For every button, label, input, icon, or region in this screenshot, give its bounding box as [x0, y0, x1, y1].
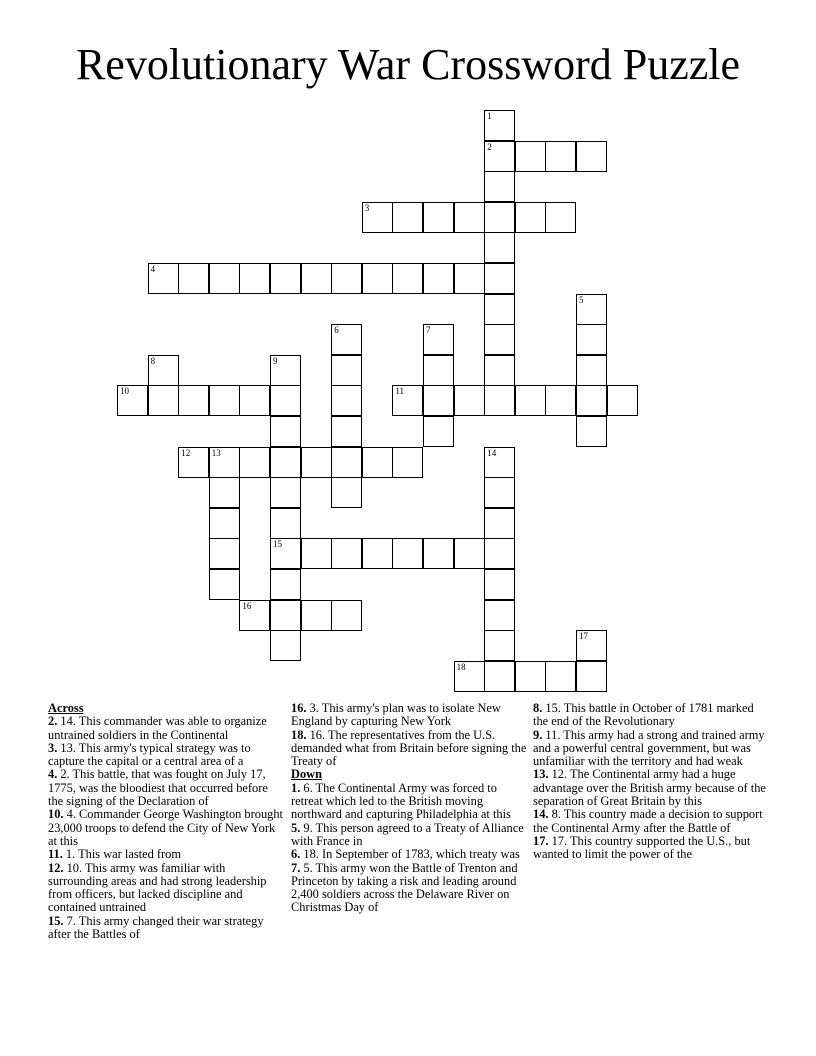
- grid-cell[interactable]: [484, 508, 515, 539]
- clue-text: 8. This country made a decision to support the Continental Army after the Battle of: [533, 807, 763, 835]
- grid-cell[interactable]: [484, 202, 515, 233]
- cell-number: 17: [579, 631, 588, 642]
- clues-column-1: [48, 702, 284, 941]
- grid-cell[interactable]: [576, 355, 607, 386]
- grid-cell[interactable]: [423, 385, 454, 416]
- cell-number: 13: [211, 447, 221, 458]
- grid-cell[interactable]: [484, 263, 515, 294]
- grid-cell[interactable]: [270, 538, 301, 569]
- grid-cell[interactable]: [515, 141, 546, 172]
- grid-cell[interactable]: [515, 385, 546, 416]
- cell-number: 4: [150, 264, 156, 274]
- clue-text: 1. This war lasted from: [62, 847, 181, 862]
- grid-cell[interactable]: [576, 385, 607, 416]
- clue-number: 13.: [533, 767, 549, 782]
- clue-text: 12. The Continental army had a huge advantage over the British army because of the separation of Great Britain by this: [533, 767, 766, 809]
- clue: [533, 729, 769, 769]
- grid-cell[interactable]: [576, 416, 607, 447]
- grid-cell[interactable]: [209, 477, 240, 508]
- grid-cell[interactable]: [423, 355, 454, 386]
- grid-cell[interactable]: [484, 661, 515, 692]
- grid-cell[interactable]: [576, 324, 607, 355]
- grid-cell[interactable]: [484, 385, 515, 416]
- clue: [48, 768, 284, 808]
- clue-number: 12.: [48, 860, 64, 875]
- clue: [48, 742, 284, 769]
- grid-cell[interactable]: [454, 661, 485, 692]
- grid-cell[interactable]: [423, 263, 454, 294]
- clues-column-3: [533, 702, 769, 862]
- grid-cell[interactable]: [270, 447, 301, 478]
- grid-cell[interactable]: [331, 600, 362, 631]
- cell-number: 5: [579, 294, 584, 305]
- grid-cell[interactable]: [576, 630, 607, 661]
- grid-cell[interactable]: [270, 569, 301, 600]
- grid-cell[interactable]: [484, 447, 515, 478]
- grid-cell[interactable]: [484, 630, 515, 661]
- grid-cell[interactable]: [392, 385, 423, 416]
- clue-number: 16.: [291, 701, 307, 715]
- cell-number: 10: [120, 386, 129, 397]
- grid-cell[interactable]: [454, 538, 485, 569]
- grid-cell[interactable]: [331, 385, 362, 416]
- clue: [291, 702, 527, 729]
- clue: [48, 808, 284, 848]
- grid-cell[interactable]: [423, 538, 454, 569]
- clue-text: 18. In September of 1783, which treaty was: [300, 847, 520, 862]
- grid-cell[interactable]: [392, 538, 423, 569]
- grid-cell[interactable]: [484, 600, 515, 631]
- grid-cell[interactable]: [270, 263, 301, 294]
- cell-number: 18: [456, 661, 466, 672]
- grid-cell[interactable]: [301, 600, 332, 631]
- clue: [48, 848, 284, 861]
- cell-number: 12: [181, 447, 191, 458]
- grid-cell[interactable]: [117, 385, 148, 416]
- clue: [533, 768, 769, 808]
- clue-number: 11.: [48, 847, 63, 862]
- cell-number: 15: [273, 539, 282, 550]
- grid-cell[interactable]: [454, 202, 485, 233]
- clue: [48, 862, 284, 915]
- grid-cell[interactable]: [362, 538, 393, 569]
- clue-text: 14. This commander was able to organize untrained soldiers in the Continental: [48, 714, 267, 742]
- cell-number: 6: [334, 325, 339, 336]
- grid-cell[interactable]: [545, 141, 576, 172]
- grid-cell[interactable]: [148, 355, 179, 386]
- grid-cell[interactable]: [484, 232, 515, 263]
- grid-cell[interactable]: [423, 324, 454, 355]
- grid-cell[interactable]: [239, 447, 270, 478]
- clue: [533, 808, 769, 835]
- page-title: Revolutionary War Crossword Puzzle: [75, 40, 741, 89]
- grid-cell[interactable]: [239, 385, 270, 416]
- grid-cell[interactable]: [484, 538, 515, 569]
- cell-number: 9: [273, 355, 278, 366]
- grid-cell[interactable]: [331, 538, 362, 569]
- grid-cell[interactable]: [270, 355, 301, 386]
- grid-cell[interactable]: [209, 508, 240, 539]
- grid-cell[interactable]: [484, 294, 515, 325]
- grid-cell[interactable]: [270, 508, 301, 539]
- grid-cell[interactable]: [331, 263, 362, 294]
- grid-cell[interactable]: [362, 447, 393, 478]
- clue-text: 2. This battle, that was fought on July 17, 1775, was the bloodiest that occurred before the signing of the Declaration of: [48, 767, 268, 809]
- grid-cell[interactable]: [301, 263, 332, 294]
- across-heading: Across: [48, 701, 84, 715]
- clue-text: 17. This country supported the U.S., but wanted to limit the power of the: [533, 833, 751, 862]
- clue-number: 9.: [533, 727, 543, 742]
- cell-number: 7: [426, 325, 431, 336]
- grid-cell[interactable]: [178, 447, 209, 478]
- grid-cell[interactable]: [362, 202, 393, 233]
- grid-cell[interactable]: [331, 447, 362, 478]
- clue-text: 5. This army won the Battle of Trenton and Princeton by taking a risk and leading around 2,400 soldiers across the Delaware River on Christmas Day of: [291, 860, 518, 915]
- clue: [533, 702, 769, 729]
- clues-column-2: [291, 702, 527, 915]
- down-heading: Down: [291, 767, 322, 782]
- cell-number: 16: [242, 600, 252, 611]
- clue: [291, 782, 527, 822]
- grid-cell[interactable]: [392, 263, 423, 294]
- clue: [48, 715, 284, 742]
- clue-text: 7. This army changed their war strategy after the Battles of: [48, 913, 264, 942]
- grid-cell[interactable]: [239, 600, 270, 631]
- grid-cell[interactable]: [331, 477, 362, 508]
- grid-cell[interactable]: [270, 416, 301, 447]
- grid-cell[interactable]: [301, 538, 332, 569]
- cell-number: 11: [395, 386, 405, 397]
- grid-cell[interactable]: [331, 324, 362, 355]
- clue: [291, 862, 527, 915]
- grid-cell[interactable]: [484, 477, 515, 508]
- clue-text: 15. This battle in October of 1781 marked the end of the Revolutionary: [533, 701, 754, 729]
- clue-text: 11. This army had a strong and trained army and a powerful central government, but was unfamiliar with the territory and had weak: [533, 727, 765, 769]
- grid-cell[interactable]: [423, 416, 454, 447]
- grid-cell[interactable]: [484, 324, 515, 355]
- clue-number: 7.: [291, 860, 301, 875]
- cell-number: 2: [487, 141, 492, 152]
- clue-number: 5.: [291, 820, 301, 835]
- clue-number: 4.: [48, 767, 58, 782]
- clue: [48, 915, 284, 942]
- cell-number: 1: [487, 111, 492, 121]
- clue-number: 10.: [48, 807, 64, 822]
- grid-cell[interactable]: [576, 141, 607, 172]
- clue: [291, 822, 527, 849]
- grid-cell[interactable]: [576, 294, 607, 325]
- grid-cell[interactable]: [484, 171, 515, 202]
- clue-text: 9. This person agreed to a Treaty of Alliance with France in: [291, 820, 524, 848]
- grid-cell[interactable]: [209, 538, 240, 569]
- cell-number: 3: [364, 202, 370, 213]
- clue-number: 17.: [533, 833, 549, 848]
- grid-cell[interactable]: [454, 263, 485, 294]
- grid-cell[interactable]: [423, 202, 454, 233]
- grid-cell[interactable]: [270, 630, 301, 661]
- grid-cell[interactable]: [545, 202, 576, 233]
- cell-number: 8: [150, 355, 156, 366]
- grid-cell[interactable]: [178, 263, 209, 294]
- grid-cell[interactable]: [331, 355, 362, 386]
- clue: [291, 729, 527, 769]
- grid-cell[interactable]: [148, 263, 179, 294]
- grid-cell[interactable]: [178, 385, 209, 416]
- grid-cell[interactable]: [209, 263, 240, 294]
- grid-cell[interactable]: [148, 385, 179, 416]
- clue-text: 3. This army's plan was to isolate New England by capturing New York: [291, 701, 501, 729]
- clue-number: 3.: [48, 740, 58, 755]
- grid-cell[interactable]: [301, 447, 332, 478]
- grid-cell[interactable]: [331, 416, 362, 447]
- clue-number: 1.: [291, 780, 301, 795]
- grid-cell[interactable]: [545, 661, 576, 692]
- grid-cell[interactable]: [270, 477, 301, 508]
- grid-cell[interactable]: [576, 661, 607, 692]
- clue: [291, 848, 527, 861]
- clue-text: 10. This army was familiar with surrounding areas and had strong leadership from officers, but lacked discipline and contained untrained: [48, 860, 267, 915]
- grid-cell[interactable]: [392, 202, 423, 233]
- grid-cell[interactable]: [484, 569, 515, 600]
- clue-text: 16. The representatives from the U.S. demanded what from Britain before signing the Treaty of: [291, 727, 527, 769]
- clue-number: 15.: [48, 913, 64, 928]
- clue: [533, 835, 769, 862]
- grid-cell[interactable]: [484, 141, 515, 172]
- grid-cell[interactable]: [209, 447, 240, 478]
- clue-number: 6.: [291, 847, 301, 862]
- grid-cell[interactable]: [209, 569, 240, 600]
- grid-cell[interactable]: [454, 385, 485, 416]
- grid-cell[interactable]: [392, 447, 423, 478]
- clue-number: 2.: [48, 714, 58, 729]
- grid-cell[interactable]: [515, 202, 546, 233]
- clue-number: 18.: [291, 727, 307, 742]
- cell-number: 14: [487, 447, 497, 458]
- grid-cell[interactable]: [607, 385, 638, 416]
- grid-cell[interactable]: [484, 355, 515, 386]
- clue-text: 6. The Continental Army was forced to retreat which led to the British moving northward and capturing Philadelphia at this: [291, 780, 511, 822]
- grid-cell[interactable]: [239, 263, 270, 294]
- grid-cell[interactable]: [209, 385, 240, 416]
- grid-cell[interactable]: [515, 661, 546, 692]
- clue-text: 4. Commander George Washington brought 23,000 troops to defend the City of New York at this: [48, 807, 283, 848]
- clue-number: 14.: [533, 807, 549, 822]
- clue-number: 8.: [533, 701, 543, 715]
- grid-cell[interactable]: [484, 110, 515, 141]
- grid-cell[interactable]: [270, 600, 301, 631]
- grid-cell[interactable]: [270, 385, 301, 416]
- clue-text: 13. This army's typical strategy was to capture the capital or a central area of a: [48, 740, 251, 769]
- grid-cell[interactable]: [362, 263, 393, 294]
- grid-cell[interactable]: [545, 385, 576, 416]
